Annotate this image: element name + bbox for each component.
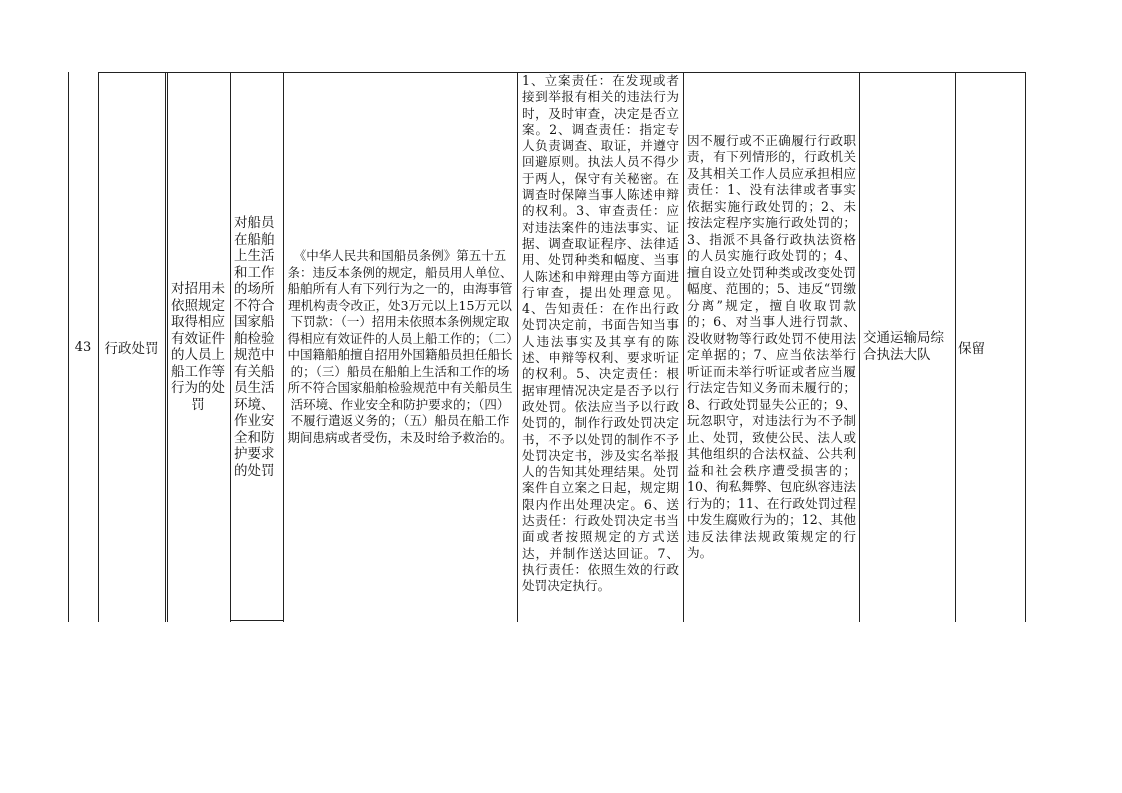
- row-category: 行政处罚: [104, 341, 159, 357]
- row-subject: 对船员在船舶上生活和工作的场所不符合国家船舶检验规范中有关船员生活环境、作业安全和防护要求的处罚: [234, 215, 275, 479]
- row-legal-basis-cell: [283, 72, 517, 622]
- row-seq-number: 43: [74, 339, 92, 355]
- row-accountability-cell: [683, 72, 859, 622]
- row-item-name-cell: [167, 72, 229, 622]
- row-subject-cell: [230, 72, 283, 622]
- grid-line: [1025, 72, 1026, 622]
- row-item-name: 对招用未依照规定取得相应有效证件的人员上船工作等行为的处罚: [171, 281, 225, 413]
- row-department: 交通运输局综合执法大队: [863, 330, 944, 363]
- row-responsibility-cell: [518, 72, 682, 622]
- grid-line: [165, 72, 166, 622]
- row-accountability: 因不履行或不正确履行行政职责，有下列情形的，行政机关及其相关工作人员应承担相应责任：1、没有法律或者事实依据实施行政处罚的；2、未按法定程序实施行政处罚的；3、指派不具备行政执法资格的人员实施行政处罚的；4、擅自设立处罚种类或改变处罚幅度、范围的；5、违反“罚缴分离”规定，擅自收取罚款的；6、对当事人进行罚款、没收财物等行政处罚不使用法定单据的；7、应当依法举行听证而未举行听证或者应当履行法定告知义务而未履行的；8、行政处罚显失公正的；9、玩忽职守，对违法行为不予制止、处罚，致使公民、法人或其他组织的合法权益、公共利益和社会秩序遭受损害的；10、徇私舞弊、包庇纵容违法行为的；11、在行政处罚过程中发生腐败行为的；12、其他违反法律法规政策规定的行为。: [687, 132, 856, 560]
- row-remark: 保留: [958, 341, 985, 357]
- row-department-cell: [859, 72, 955, 622]
- row-responsibility: 1、立案责任：在发现或者接到举报有相关的违法行为时，及时审查，决定是否立案。2、调查责任：指定专人负责调查、取证，并遵守回避原则。执法人员不得少于两人，保守有关秘密。在调查时保障当事人陈述申辩的权利。3、审查责任：应对违法案件的违法事实、证据、调查取证程序、法律适用、处罚种类和幅度、当事人陈述和申辩理由等方面进行审查，提出处理意见。4、告知责任：在作出行政处罚决定前，书面告知当事人违法事实及其享有的陈述、申辩等权利、要求听证的权利。5、决定责任：根据审理情况决定是否予以行政处罚。依法应当予以行政处罚的，制作行政处罚决定书，不予以处罚的制作不予处罚决定书，涉及实名举报人的告知其处理结果。处罚案件自立案之日起，规定期限内作出处理决定。6、送达责任：行政处罚决定书当面或者按照规定的方式送达，并制作送达回证。7、执行责任：依照生效的行政处罚决定执行。: [522, 73, 679, 594]
- row-legal-basis: 《中华人民共和国船员条例》第五十五条：违反本条例的规定，船员用人单位、船舶所有人有下列行为之一的，由海事管理机构责令改正，处3万元以上15万元以下罚款：（一）招用未依照本条例规定取得相应有效证件的人员上船工作的；（二）中国籍船舶擅自招用外国籍船员担任船长的；（三）船员在船舶上生活和工作的场所不符合国家船舶检验规范中有关船员生活环境、作业安全和防护要求的；（四）不履行遣返义务的；（五）船员在船工作期间患病或者受伤，未及时给予救治的。: [287, 248, 513, 445]
